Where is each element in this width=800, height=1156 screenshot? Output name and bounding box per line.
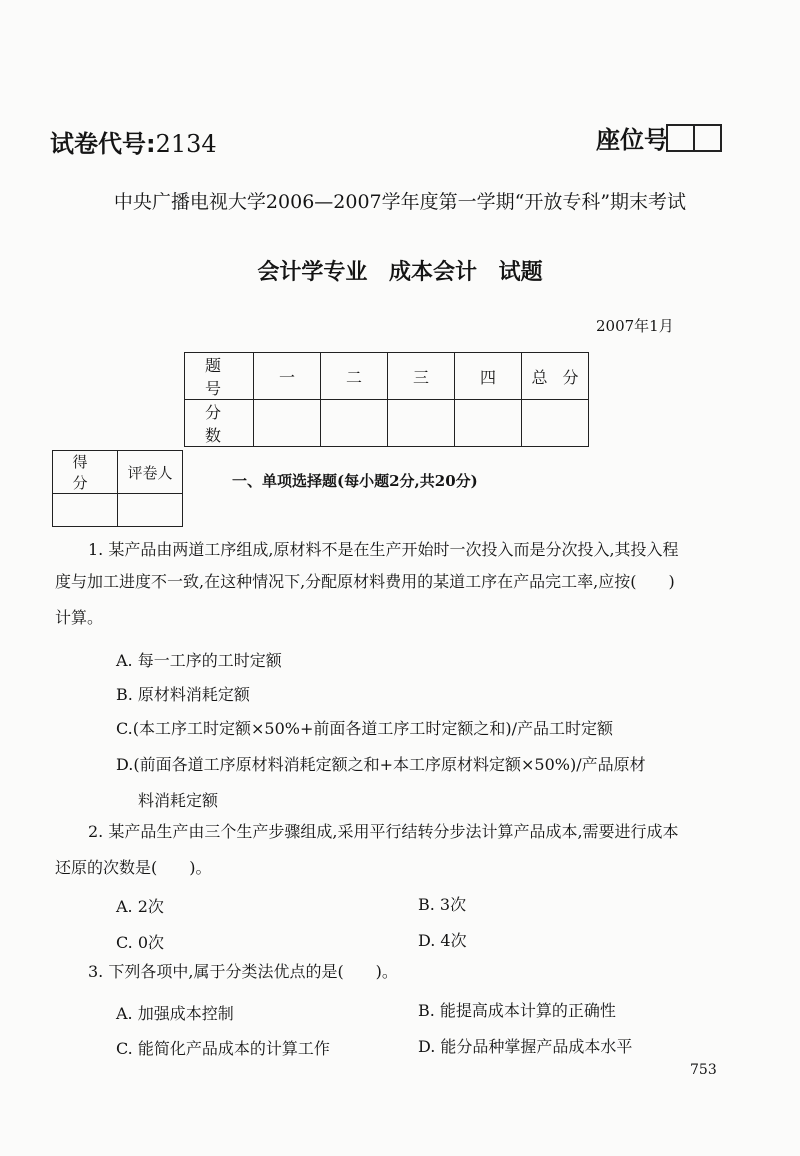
question-1-option-a: A. 每一工序的工时定额	[116, 651, 282, 670]
paper-code	[50, 124, 217, 159]
seat-number-box	[666, 124, 722, 152]
question-3-line-1: 3. 下列各项中,属于分类法优点的是( )。	[88, 962, 398, 981]
question-number-label: 题 号	[185, 353, 254, 400]
question-3-option-c: C. 能简化产品成本的计算工作	[116, 1039, 330, 1058]
score-cell	[522, 400, 589, 447]
score-cell	[455, 400, 522, 447]
grader-label: 评卷人	[118, 451, 183, 494]
question-1-line-1: 1. 某产品由两道工序组成,原材料不是在生产开始时一次投入而是分次投入,其投入程	[88, 540, 679, 559]
question-2-option-b: B. 3次	[418, 895, 467, 914]
score-cell	[254, 400, 321, 447]
grader-table	[52, 450, 183, 527]
seat-cell	[668, 126, 695, 150]
score-cell	[321, 400, 388, 447]
paper-code-number: 2134	[155, 130, 217, 158]
grader-table-header-row	[53, 451, 183, 494]
score-cell	[388, 400, 455, 447]
question-1-option-c: C.(本工序工时定额×50%+前面各道工序工时定额之和)/产品工时定额	[116, 719, 614, 738]
section-title: 一、单项选择题(每小题2分,共20分)	[232, 472, 478, 490]
column-header: 二	[321, 353, 388, 400]
column-header: 总 分	[522, 353, 589, 400]
exam-title: 会计学专业 成本会计 试题	[257, 260, 543, 285]
question-2-option-d: D. 4次	[418, 931, 467, 950]
grader-table-blank-row	[53, 494, 183, 527]
question-1-option-d-continued: 料消耗定额	[138, 791, 219, 810]
question-2-line-2: 还原的次数是( )。	[55, 858, 212, 877]
score-label: 分 数	[185, 400, 254, 447]
question-3-option-b: B. 能提高成本计算的正确性	[418, 1001, 616, 1020]
exam-header: 中央广播电视大学2006—2007学年度第一学期“开放专科”期末考试	[113, 191, 687, 213]
score-table-header-row	[185, 353, 589, 400]
question-3-option-a: A. 加强成本控制	[116, 1004, 234, 1023]
page-number: 753	[690, 1062, 717, 1078]
grader-cell	[118, 494, 183, 527]
question-1-option-b: B. 原材料消耗定额	[116, 685, 250, 704]
seat-label: 座位号	[596, 126, 668, 154]
column-header: 一	[254, 353, 321, 400]
question-3-option-d: D. 能分品种掌握产品成本水平	[418, 1037, 633, 1056]
seat-cell	[695, 126, 720, 150]
score-cell	[53, 494, 118, 527]
question-2-option-c: C. 0次	[116, 933, 165, 952]
score-table-score-row	[185, 400, 589, 447]
question-1-line-2: 度与加工进度不一致,在这种情况下,分配原材料费用的某道工序在产品完工率,应按( )	[55, 572, 675, 591]
exam-date: 2007年1月	[596, 317, 674, 335]
question-2-option-a: A. 2次	[116, 897, 164, 916]
question-2-line-1: 2. 某产品生产由三个生产步骤组成,采用平行结转分步法计算产品成本,需要进行成本	[88, 822, 679, 841]
question-1-option-d: D.(前面各道工序原材料消耗定额之和+本工序原材料定额×50%)/产品原材	[116, 755, 646, 774]
column-header: 三	[388, 353, 455, 400]
question-1-line-3: 计算。	[55, 608, 104, 627]
score-label: 得 分	[53, 451, 118, 494]
column-header: 四	[455, 353, 522, 400]
score-table	[184, 352, 589, 447]
paper-code-label: 试卷代号:	[50, 130, 156, 158]
